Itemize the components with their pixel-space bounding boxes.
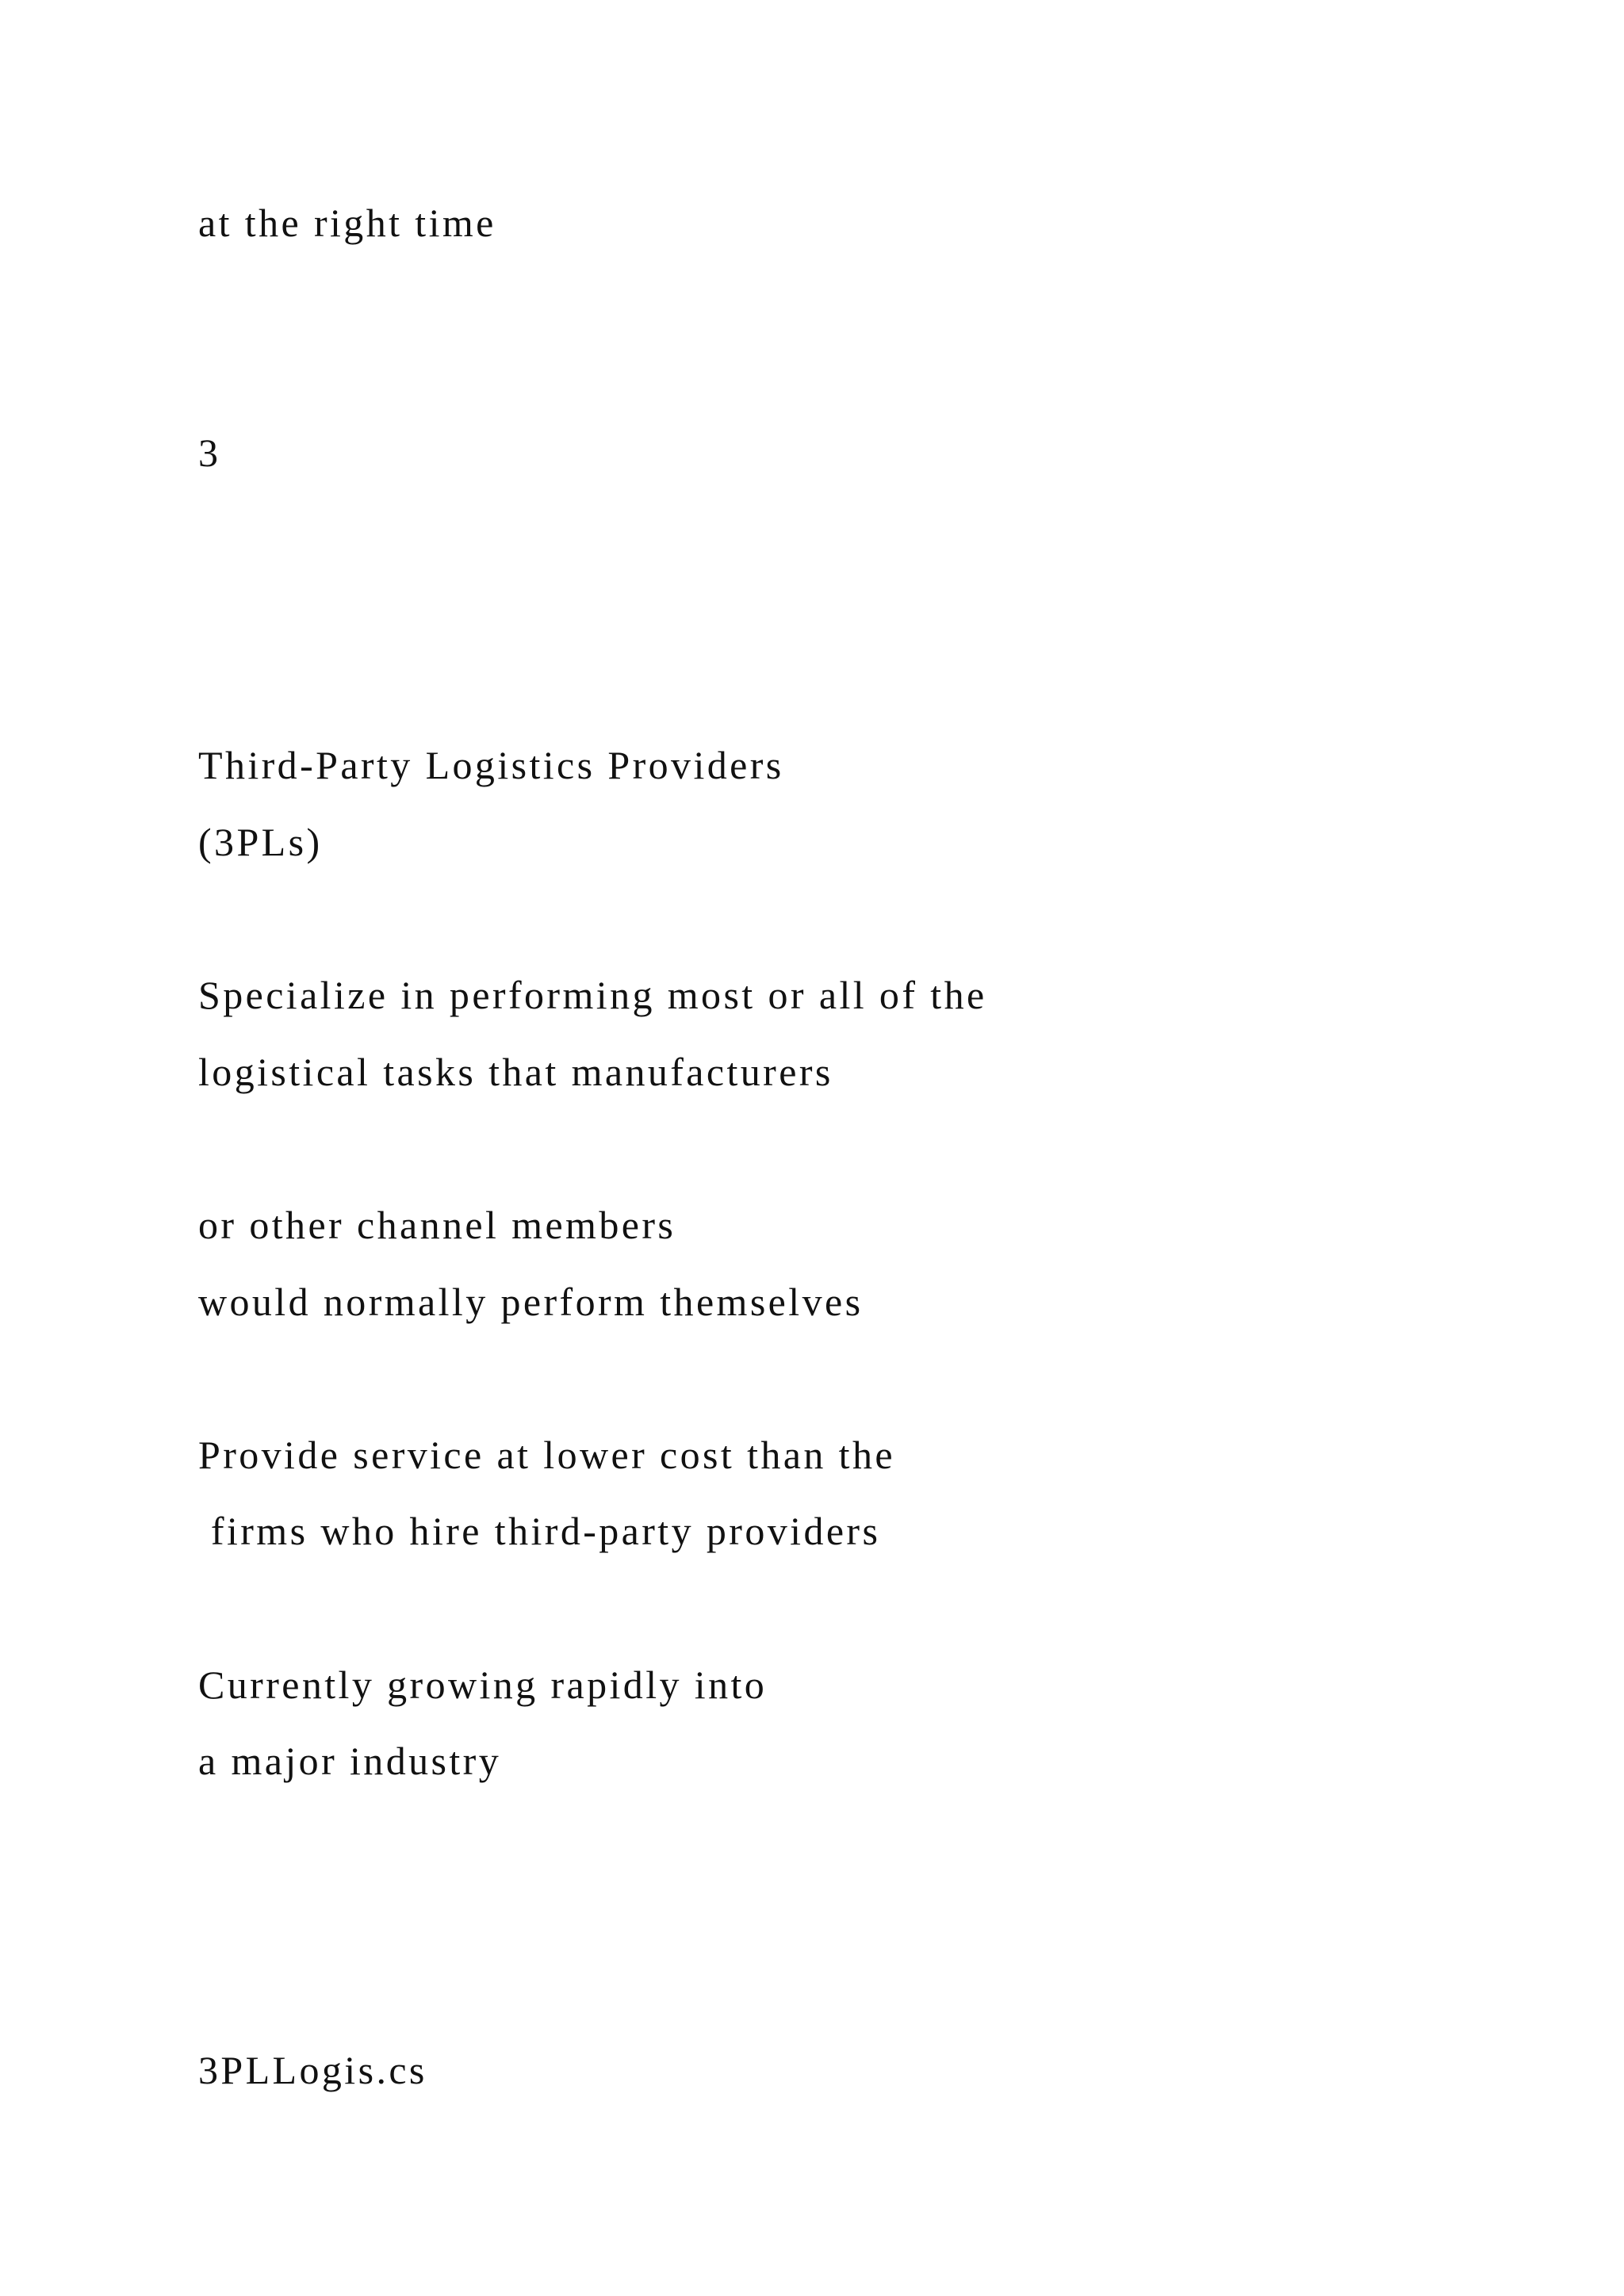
paragraph-1-line-2: logistical tasks that manufacturers (198, 1050, 833, 1094)
paragraph-4-line-1: Currently growing rapidly into (198, 1663, 768, 1707)
text-line-at-the-right-time: at the right time (198, 201, 496, 245)
paragraph-2-line-1: or other channel members (198, 1203, 676, 1247)
footer-text: 3PLLogis.cs (198, 2048, 427, 2092)
slide-number: 3 (198, 430, 221, 475)
section-heading: Third-Party Logistics Providers (198, 743, 784, 787)
paragraph-2-line-2: would normally perform themselves (198, 1280, 864, 1324)
section-heading-abbreviation: (3PLs) (198, 820, 323, 864)
paragraph-1-line-1: Specialize in performing most or all of the (198, 973, 987, 1017)
paragraph-3-line-2: firms who hire third-party providers (198, 1509, 881, 1553)
paragraph-3-line-1: Provide service at lower cost than the (198, 1433, 895, 1477)
paragraph-4-line-2: a major industry (198, 1739, 502, 1783)
